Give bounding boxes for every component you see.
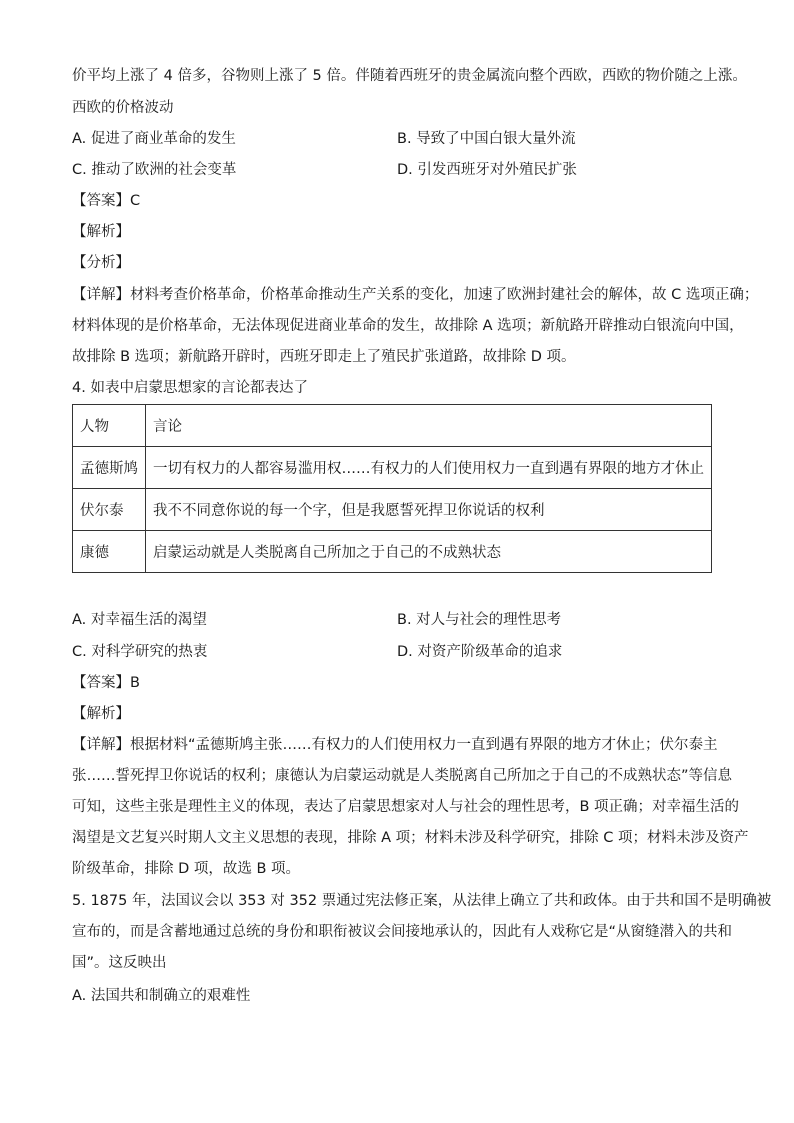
q3-stem-line-2: 西欧的价格波动: [72, 100, 174, 116]
q4-detail-line-2: 张……誓死捍卫你说话的权利；康德认为启蒙运动就是人类脱离自己所加之于自己的不成熟状态”等信息: [72, 768, 733, 784]
q4-detail-line-1: 【详解】根据材料“孟德斯鸠主张……有权力的人们使用权力一直到遇有界限的地方才休止；伏尔泰主: [72, 737, 718, 753]
q5-stem-line-3: 国”。这反映出: [72, 955, 167, 971]
table-cell-person: 康德: [73, 531, 146, 573]
q3-option-a: A. 促进了商业革命的发生: [72, 131, 236, 147]
q4-answer: 【答案】B: [72, 675, 140, 691]
q5-stem-line-1: 5. 1875 年，法国议会以 353 对 352 票通过宪法修正案，从法律上确立了共和政体。由于共和国不是明确被: [72, 893, 772, 909]
q3-analysis-label: 【解析】: [72, 224, 130, 240]
q4-analysis-label: 【解析】: [72, 706, 130, 722]
table-header-quote: 言论: [146, 405, 712, 447]
table-row: [73, 447, 712, 489]
q3-option-b: B. 导致了中国白银大量外流: [397, 131, 576, 147]
q5-option-a: A. 法国共和制确立的艰难性: [72, 988, 251, 1004]
thinkers-quote-table: [72, 404, 712, 573]
q3-answer: 【答案】C: [72, 193, 141, 209]
q3-stem-line-1: 价平均上涨了 4 倍多，谷物则上涨了 5 倍。伴随着西班牙的贵金属流向整个西欧，西欧的物价随之上涨。: [72, 68, 747, 84]
table-cell-person: 伏尔泰: [73, 489, 146, 531]
q3-fenxi-label: 【分析】: [72, 255, 130, 271]
table-cell-quote: 一切有权力的人都容易滥用权……有权力的人们使用权力一直到遇有界限的地方才休止: [146, 447, 712, 489]
table-cell-person: 孟德斯鸠: [73, 447, 146, 489]
q3-detail-line-1: 【详解】材料考查价格革命，价格革命推动生产关系的变化，加速了欧洲封建社会的解体，故 C 选项正确；: [72, 287, 759, 303]
q4-option-c: C. 对科学研究的热衷: [72, 644, 208, 660]
q4-option-d: D. 对资产阶级革命的追求: [397, 644, 563, 660]
q3-option-c: C. 推动了欧洲的社会变革: [72, 162, 237, 178]
q4-detail-line-3: 可知，这些主张是理性主义的体现，表达了启蒙思想家对人与社会的理性思考，B 项正确；对幸福生活的: [72, 799, 740, 815]
q5-stem-line-2: 宣布的，而是含蓄地通过总统的身份和职衔被议会间接地承认的，因此有人戏称它是“从窗缝潜入的共和: [72, 924, 733, 940]
table-row: [73, 489, 712, 531]
q4-option-a: A. 对幸福生活的渴望: [72, 612, 207, 628]
q3-detail-line-3: 故排除 B 选项；新航路开辟时，西班牙即走上了殖民扩张道路，故排除 D 项。: [72, 349, 576, 365]
q4-option-b: B. 对人与社会的理性思考: [397, 612, 562, 628]
q4-detail-line-4: 渴望是文艺复兴时期人文主义思想的表现，排除 A 项；材料未涉及科学研究，排除 C 项；材料未涉及资产: [72, 830, 749, 846]
table-cell-quote: 我不不同意你说的每一个字，但是我愿誓死捍卫你说话的权利: [146, 489, 712, 531]
table-header-person: 人物: [73, 405, 146, 447]
table-cell-quote: 启蒙运动就是人类脱离自己所加之于自己的不成熟状态: [146, 531, 712, 573]
q3-detail-line-2: 材料体现的是价格革命，无法体现促进商业革命的发生，故排除 A 选项；新航路开辟推动白银流向中国，: [72, 318, 744, 334]
q3-option-d: D. 引发西班牙对外殖民扩张: [397, 162, 577, 178]
table-row: [73, 531, 712, 573]
table-header-row: [73, 405, 712, 447]
q4-detail-line-5: 阶级革命，排除 D 项，故选 B 项。: [72, 861, 301, 877]
q4-stem: 4. 如表中启蒙思想家的言论都表达了: [72, 380, 308, 396]
